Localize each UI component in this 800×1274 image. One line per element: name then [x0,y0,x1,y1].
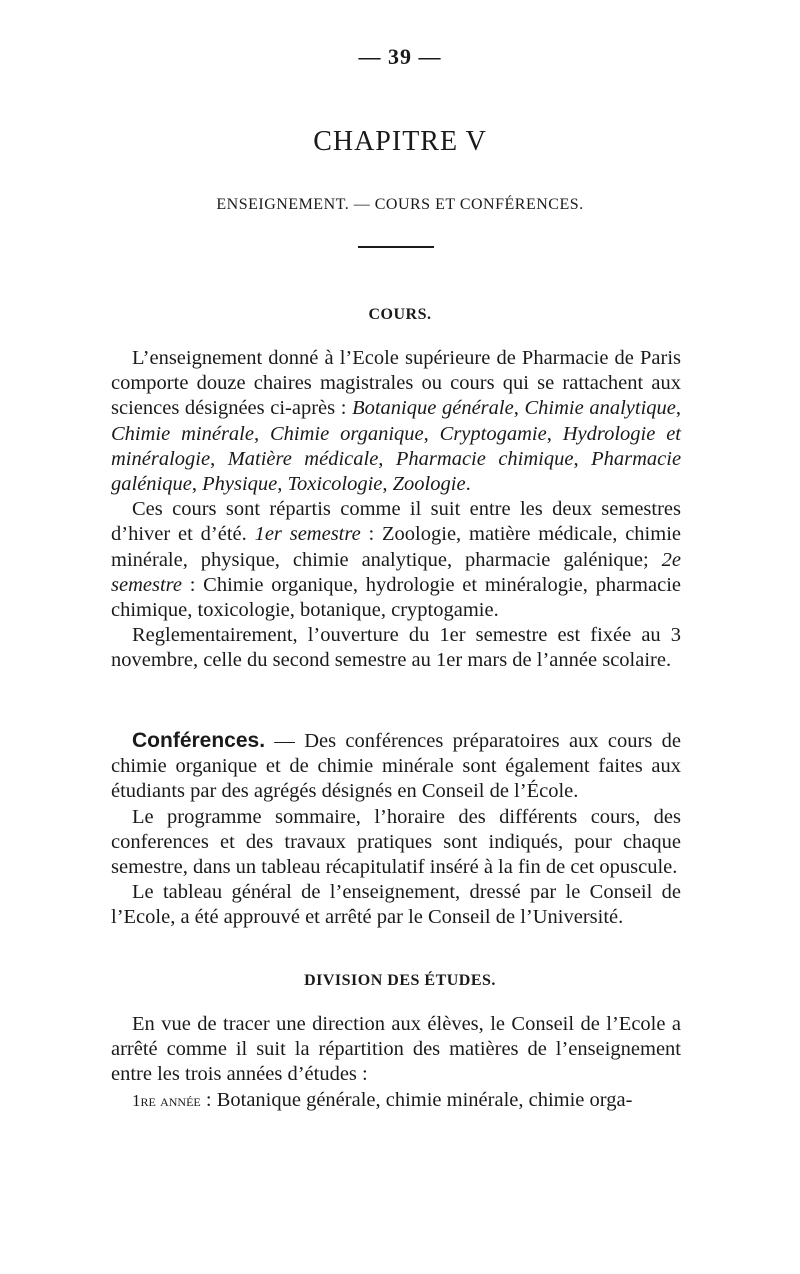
section-body-division [111,1012,681,1113]
subject-separator: , [253,422,270,445]
subject-item: Hydrologie et minéralogie [111,422,681,470]
subject-separator: , [546,422,563,445]
subject-separator: , [210,447,228,470]
year-1-label: 1re année [132,1090,201,1110]
subject-item: Matière médicale [227,447,379,470]
subject-item: Pharmacie chimique [395,447,574,470]
section-heading-cours: COURS. [368,306,432,323]
page-number: — 39 — [358,44,442,69]
conferences-text: — Des conférences préparatoires aux cours de chimie organique et de chimie minérale sont également faites aux étudiants par des agrégés désignés en Conseil de l’École. [111,730,681,803]
paragraph-division-2 [111,1088,681,1113]
paragraph-conferences-3: Le tableau général de l’enseignement, dressé par le Conseil de l’Ecole, a été approuvé et arrêté par le Conseil de l’Université. [111,881,681,929]
subject-item: Chimie organique [270,422,424,445]
paragraph-cours-2-intro: Ces cours sont répartis comme il suit entre les deux semestres d’hiver et d’été. [111,498,681,546]
semester-1-label: 1er semestre [254,523,361,546]
subject-item: Physique [202,473,278,496]
paragraph-conferences-2: Le programme sommaire, l’horaire des différents cours, des conferences et des travaux pratiques sont indiqués, pour chaque semestre, dans un tableau récapitulatif inséré à la fin de cet opuscule. [111,805,681,879]
subject-separator: , [191,473,203,496]
semester-2-label: 2e semestre [111,548,681,596]
paragraph-cours-3: Reglementairement, l’ouverture du 1er semestre est fixée au 3 novembre, celle du second semestre au 1er mars de l’année scolaire. [111,624,681,672]
section-body-cours [111,346,681,674]
paragraph-division-1: En vue de tracer une direction aux élèves, le Conseil de l’Ecole a arrêté comme il suit la répartition des matières de l’enseignement entre les trois années d’études : [111,1013,681,1086]
subject-separator: , [513,397,525,420]
semester-2-subjects: : Chimie organique, hydrologie et minéralogie, pharmacie chimique, toxicologie, botanique, cryptogamie. [111,573,681,622]
subject-separator: , [573,447,592,470]
subject-item: Pharmacie galénique [111,447,682,496]
subject-item: Zoologie [392,473,466,496]
chapter-subtitle: ENSEIGNEMENT. — COURS ET CONFÉRENCES. [216,196,584,213]
subject-separator: , [378,447,396,470]
section-body-conferences [111,728,681,931]
title-rule [358,246,434,248]
subject-separator: , [382,473,393,496]
conferences-label: Conférences. [132,729,266,752]
subject-item: Toxicologie [287,473,383,496]
subject-item: Cryptogamie [439,422,547,445]
paragraph-cours-1-intro: L’enseignement donné à l’Ecole supérieure de Pharmacie de Paris comporte douze chaires magistrales ou cours qui se rattachent aux sciences désignées ci-après : [111,347,681,420]
paragraph-cours-2 [111,497,681,623]
subject-item: Botanique générale [352,397,514,420]
semester-1-subjects: : Zoologie, matière médicale, chimie minérale, physique, chimie analytique, pharmacie galénique; [111,523,681,571]
paragraph-cours-1-end: . [465,473,471,496]
year-1-text: : Botanique générale, chimie minérale, chimie orga- [200,1088,633,1111]
paragraph-cours-1 [111,346,681,497]
section-heading-division: DIVISION DES ÉTUDES. [304,972,496,989]
subject-separator: , [675,397,681,420]
paragraph-conferences-1 [111,728,681,805]
subject-item: Chimie analytique [524,397,676,420]
chapter-title: CHAPITRE V [313,126,487,157]
subject-separator: , [277,473,288,496]
subject-separator: , [423,422,440,445]
subject-item: Chimie minérale [111,422,254,445]
